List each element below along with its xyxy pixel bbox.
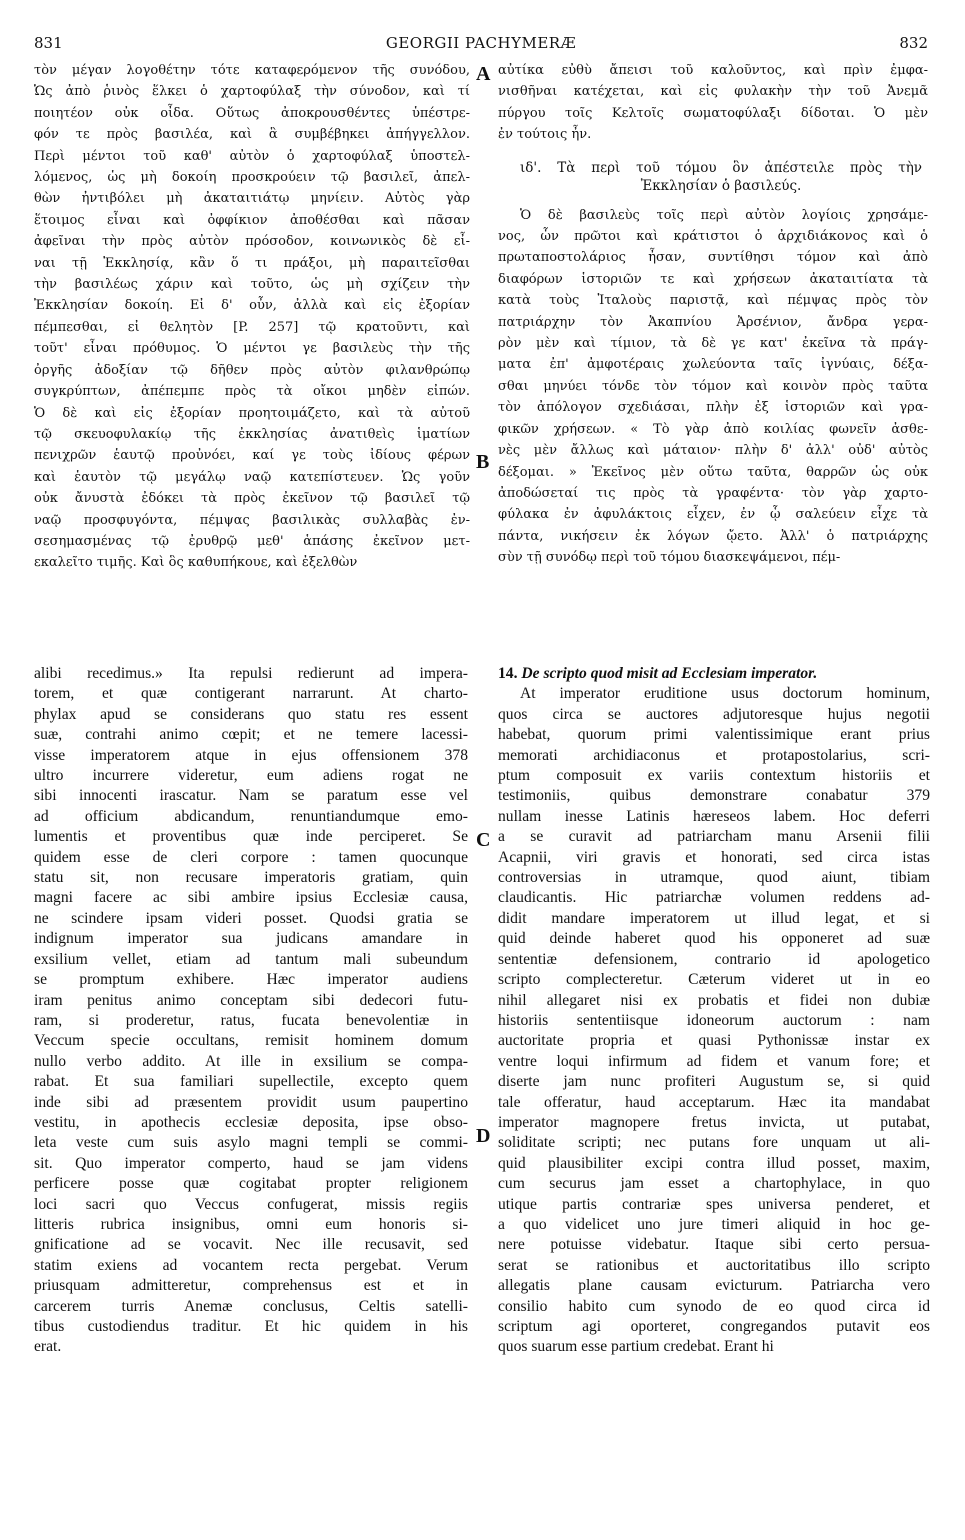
text-line: loci sacri quo Veccus confugerat, missis regiis — [34, 1195, 468, 1213]
text-line: τὸν μέγαν λογοθέτην τότε καταφερόμενον τῆς συνόδου, — [34, 63, 470, 78]
text-line: suæ, contrahi animo cœpit; et ne temere lacessi- — [34, 726, 468, 744]
margin-letter-d: D — [476, 1125, 491, 1147]
text-line: gnificatione ad se vocavit. Nec ille recusavit, sed — [34, 1236, 468, 1254]
text-line: νὲς μὲν ἄλλως καὶ μάταιον· πλὴν δ' ἀλλ' οὐδ' αὐτὸς — [498, 443, 928, 459]
text-line: cum securus jam esset a chartophylace, in quo — [498, 1175, 930, 1193]
text-line: tibus custodiendus traditur. Et hic quidem in his — [34, 1318, 468, 1335]
text-line: δέξομαι. » Ἐκεῖνος μὲν οὕτω ταῦτα, θαρρῶν ὡς οὐκ — [498, 464, 928, 480]
page-number-right: 832 — [899, 34, 928, 52]
text-line: didit mandare imperatorem ut illud legat, et si — [498, 909, 930, 927]
text-line: ram, si proderetur, ratus, fucata benevolentiæ in — [34, 1011, 468, 1029]
text-line: controversias in utramque, quod aiunt, tibiam — [498, 869, 930, 887]
text-line: ναῷ προσφυγόντα, πέμψας βασιλικὰς συλλαβὰς ἐν- — [34, 512, 470, 528]
text-line: σεσημασμένας τῷ ἐρυθρῷ μεθ' ἁπάσης ἐκεῖνον μετ- — [34, 533, 470, 549]
text-line: καὶ ἑαυτὸν τῷ μεγάλῳ ναῷ κατεπίστευεν. Ὡς γοῦν — [34, 469, 470, 485]
text-line: indignum imperator sua judicans amandare in — [34, 930, 468, 948]
text-line: εκαλεῖτο τιμῆς. Καὶ ὃς καθυπήκουε, καὶ ἐξελθὼν — [34, 555, 358, 571]
text-line: αὐτίκα εὐθὺ ἄπεισι τοῦ καλοῦντος, καὶ πρὶν ἐμφα- — [498, 63, 928, 78]
text-line: allegatis plane causam evicturum. Patriarcha vero — [498, 1277, 930, 1295]
text-line: sententiæ defensionem, contrario id apologetico — [498, 950, 930, 968]
heading-line: ιδ'. Τὰ περὶ τοῦ τόμου ὃν ἀπέστειλε πρὸς τὴν — [520, 159, 922, 176]
text-line: perficere posse quæ cogitabat propter religionem — [34, 1175, 468, 1193]
text-line: quos circa se auctores adjutoresque hujus negotii — [498, 705, 930, 723]
margin-letter-a: A — [476, 63, 491, 85]
text-line: Acapnii, viri gravis et honorati, sed circa istas — [498, 848, 930, 866]
text-line: διαφόρων ἱστοριῶν τε καὶ χρήσεων ἀκαταιτίατα τὰ — [498, 271, 928, 287]
text-line: erat. — [34, 1338, 62, 1356]
text-line: scripto complecteretur. Cæterum videret ut in eo — [498, 971, 930, 989]
greek-text-right-column — [498, 60, 928, 569]
text-line: ptum composuit ex variis contextum historiis et — [498, 767, 930, 785]
text-line: sit. Quo imperator comperto, haud se jam videns — [34, 1154, 468, 1172]
text-line: statu sit, non recusare imperatoris gratiam, quin — [34, 869, 468, 887]
text-line: φύλακα ἐν ἀφυλάκτοις εἶχεν, ἐν ᾧ σαλεύειν εἶχε τὰ — [498, 507, 928, 523]
heading-line: Ἐκκλησίαν ὁ βασιλεύς. — [640, 177, 802, 194]
text-line: Ἐκκλησίαν δοκοίη. Εἰ δ' οὖν, ἀλλὰ καὶ εἰς ἐξορίαν — [34, 298, 470, 314]
text-line: serat se rationibus et auctoritatibus illo scripto — [498, 1256, 930, 1274]
text-line: habebat, quorum primi valentissimique erant prius — [498, 726, 930, 744]
text-line: πάντα, νικήσειν ἐκ λόγων ᾤετο. Ἀλλ' ὁ πατριάρχης — [498, 528, 928, 544]
text-line: scriptum agi oporteret, congregandos putavit eos — [498, 1318, 930, 1335]
text-line: phylax apud se considerans quo statu res essent — [34, 705, 468, 723]
latin-section-title: De scripto quod misit ad Ecclesiam imperator. — [521, 665, 818, 682]
running-title: GEORGII PACHYMERÆ — [385, 34, 577, 52]
text-line: testimoniis, quibus demonstrare conabatur 379 — [498, 787, 930, 805]
text-line: sibi innocenti irascatur. Nam se paratum esse vel — [34, 787, 468, 805]
text-line: Ὁ δὲ βασιλεὺς τοῖς περὶ αὐτὸν λογίοις χρησάμε- — [520, 207, 928, 223]
text-line: magni facere ac sibi ambire ipsius Ecclesiæ causa, — [34, 889, 468, 907]
text-line: diserte jam nunc profiteri Augustum se, si quid — [498, 1073, 930, 1091]
text-line: lumentis et proventibus quæ inde perciperet. Se — [34, 828, 468, 846]
margin-letter-c: C — [476, 829, 491, 851]
text-line: ματα ἐπ' ἀμφοτέραις χωλεύοντα ταῖς ἰγνύαις, δέξα- — [498, 357, 928, 373]
text-line: exsilium vellet, etiam ad tantum mali subeundum — [34, 950, 468, 968]
text-line: οὐκ ἄνυστὰ ἐδόκει τὰ πρὸς ἐκεῖνον τῷ βασιλεῖ τῷ — [34, 491, 470, 507]
text-line: tale offeratur, haud acceptarum. Hæc ita mandabat — [498, 1093, 930, 1111]
text-line: alibi recedimus.» Ita repulsi redierunt ad impera- — [34, 665, 468, 682]
text-line: Περὶ μέντοι τοῦ καθ' αὐτὸν ὁ χαρτοφύλαξ ὑποστελ- — [34, 148, 470, 164]
text-line: ναι τῇ Ἐκκλησίᾳ, κἂν ὅ τι πράξοι, μὴ παραιτεῖσθαι — [34, 255, 470, 271]
text-line: quidem esse de cleri corpore : tamen quocunque — [34, 848, 468, 866]
text-line: litteris rubrica insignibus, omni eum honoris si- — [34, 1215, 468, 1233]
text-line: nere potuisse videbatur. Itaque sibi certo persua- — [498, 1236, 930, 1254]
text-line: a quo videlicet uno jure timeri aliquid in hoc ge- — [498, 1215, 930, 1233]
text-line: τοῦτ' εἶναι πρόθυμος. Ὁ μέντοι γε βασιλεὺς τὴν τῆς — [34, 341, 470, 357]
text-line: πενιχρῶν ἑαυτῷ προὐνόει, καί γε τοὺς ἰδίους φέρων — [34, 448, 470, 464]
text-line: φόν τε πρὸς βασιλέα, καὶ ἃ συμβέβηκει ἀπήγγελλον. — [34, 127, 470, 143]
text-line: a se curavit ad patriarcham manu Arsenii filii — [498, 828, 930, 846]
text-line: θὼν ἠντιβόλει μὴ ἀκαταιτιάτῳ μηνίειν. Αὐτὸς γὰρ — [34, 191, 470, 207]
text-line: ἀποδώσεταί τις πρὸς τὰ γραφέντα· τὸν γὰρ χαρτο- — [498, 485, 928, 501]
text-line: πρωταποστολάριος ἦσαν, συντίθησι τόμον καὶ ἀπὸ — [498, 250, 928, 266]
text-line: consilio habito cum synodo de eo quod circa id — [498, 1297, 930, 1315]
text-line: τὸν ἀπόλογον σχεδιάσαι, πλὴν ἐξ ἱστοριῶν καὶ γρα- — [498, 400, 928, 416]
text-line: imperator magnopere fretus invicta, ut putabat, — [498, 1113, 930, 1131]
text-line: ne scindere ipsam videri posset. Quodsi gratia se — [34, 909, 468, 927]
text-line: torem, et quæ contigerant narrarunt. At charto- — [34, 685, 468, 703]
text-line: ἐν τούτοις ἦν. — [498, 127, 592, 143]
text-line: κατὰ τοὺς Ἰταλοὺς παριστᾷ, καὶ πέμψας πρὸς τὸν — [498, 293, 928, 309]
text-line: quid plausibiliter excipi contra illud posset, maxim, — [498, 1154, 930, 1172]
text-line: auctoritate propria et quasi Pythonissæ instar ex — [498, 1032, 930, 1050]
text-line: ad officium abdicandum, renuntiandumque emo- — [34, 807, 468, 825]
text-line: nihil allegaret nisi ex probatis et fidei non dubiæ — [498, 991, 930, 1009]
text-line: νος, ὧν πρῶτοι καὶ κράτιστοι ὁ ἀρχιδιάκονος καὶ ὁ — [498, 229, 928, 245]
text-line: utique partis contrariæ spes universa penderet, et — [498, 1195, 930, 1213]
text-line: τῷ σκευοφυλακίῳ τῆς ἐκκλησίας ἀνατιθεὶς ἱματίων — [34, 426, 470, 442]
page-number-left: 831 — [34, 34, 63, 52]
text-line: ποιητέον οὐκ οἶδα. Οὕτως ἀποκρουσθέντες ὑπέστρε- — [34, 105, 470, 121]
text-line: historiis sententiisque idoneorum auctorum : nam — [498, 1011, 930, 1029]
text-line: πύργου τοῖς Κελτοῖς σωματοφύλαξι δίδοται. Ὁ μὲν — [498, 105, 928, 121]
text-line: Veccum specie occultans, remisit hominem domum — [34, 1032, 468, 1050]
text-line: Ὡς ἀπὸ ῥινὸς ἕλκει ὁ χαρτοφύλαξ τὴν σύνοδον, καὶ τί — [34, 84, 470, 100]
text-line: τὴν βασιλέως χάριν καὶ τοῦτο, ὡς μὴ σχίζειν τὴν — [34, 277, 470, 293]
text-line: visse imperatorem atque in ejus offensionem 378 — [34, 746, 468, 764]
text-line: συγκρύπτων, ἀπέπεμπε πρὸς τὰ οἴκοι μηδὲν εἰπών. — [34, 384, 470, 400]
text-line: leta veste cum suis asylo magni templi se commi- — [34, 1134, 468, 1152]
text-line: quid deinde haberet quod his opponeret ad suæ — [498, 930, 930, 948]
text-line: vestitu, in apothecis ecclesiæ deposita, ipse obso- — [34, 1113, 468, 1131]
text-line: carcerem turris Anemæ conclusus, Celtis satelli- — [34, 1297, 468, 1315]
text-line: iram penitus animo conceptam sibi dedecori futu- — [34, 991, 468, 1009]
text-line: ρὸν μὲν καὶ τίμιον, τὰ δὲ γε κατ' ἐκεῖνα τὰ πράγ- — [498, 336, 928, 352]
latin-text-right-column — [498, 664, 930, 1358]
running-header — [34, 34, 928, 56]
greek-right-top-paragraph — [498, 60, 928, 146]
text-line: memorati archidiaconus et protapostolarius, scri- — [498, 746, 930, 764]
text-line: πατριάρχην τὸν Ἀκαπνίου Ἀρσένιον, ἄνδρα γερα- — [498, 314, 928, 330]
text-line: νισθῆναι κατέχεται, καὶ εἰς φυλακὴν τὴν τοῦ Ἀνεμᾶ — [498, 84, 928, 100]
latin-section-number: 14. — [498, 665, 518, 682]
text-line: claudicantis. Hic patriarchæ volumen reddens ad- — [498, 889, 930, 907]
margin-letter-b: B — [476, 451, 490, 473]
text-line: ultro incurrere videretur, eum adiens rogat ne — [34, 767, 468, 785]
text-line: ἀφεῖναι τὴν πρὸς αὐτὸν πρόσοδον, κοινωνικὸς δὲ εἶ- — [34, 234, 470, 250]
greek-right-body — [498, 205, 928, 569]
text-line: φικῶν χρήσεων. « Τὸ γὰρ ἀπὸ κοιλίας φωνεῖν ἀσθε- — [498, 421, 928, 437]
latin-text-left-column — [34, 664, 468, 1358]
latin-section-heading — [498, 664, 930, 684]
text-line: ventre loqui infirmum ad fidem et vanum fore; et — [498, 1052, 930, 1070]
text-line: σθαι μηνύει τόνδε τὸν τόμον καὶ κοινὸν πρὸς ταῦτα — [498, 378, 928, 394]
text-line: λόμενος, ὡς μὴ δοκοίη προσκρούειν τῷ βασιλεῖ, ἀπελ- — [34, 170, 470, 186]
text-line: se promptum exhibere. Hæc imperator audiens — [34, 971, 468, 989]
text-line: At imperator eruditione usus doctorum hominum, — [520, 685, 930, 703]
text-line: σὺν τῇ συνόδῳ περὶ τοῦ τόμου διασκεψάμενοι, πέμ- — [498, 550, 841, 566]
latin-right-body — [498, 684, 930, 1357]
text-line: soliditate scripti; nec putans fore unquam ut ali- — [498, 1134, 930, 1152]
text-line: πέμπεσθαι, εἰ θελητὸν [P. 257] τῷ κρατοῦντι, καὶ — [34, 319, 470, 335]
text-line: Ὁ δὲ καὶ εἰς ἐξορίαν προητοιμάζετο, καὶ τὰ αὐτοῦ — [34, 405, 470, 421]
text-line: priusquam admitteretur, comprehensus est et in — [34, 1277, 468, 1295]
text-line: inde sibi ad præsentem providit usum paupertino — [34, 1093, 468, 1111]
text-line: quos suarum esse partium credebat. Erant hi — [498, 1338, 774, 1356]
text-line: ὀργῆς ἀδοξίαν τῷ δῆθεν πρὸς αὐτὸν φιλανθρώπῳ — [34, 362, 470, 378]
text-line: ἕτοιμος εἶναι καὶ ὀφφίκιον ἀποθέσθαι καὶ πᾶσαν — [34, 212, 470, 228]
greek-section-heading — [498, 159, 928, 195]
text-line: nullam inesse Latinis hæreseos labem. Hoc deferri — [498, 807, 930, 825]
greek-text-left-column — [34, 60, 470, 574]
text-line: rabat. Et sua familiari supellectile, excepto quem — [34, 1073, 468, 1091]
text-line: statim exiens ad vocantem recta pergebat. Verum — [34, 1256, 468, 1274]
text-line: nullo verbo addito. At ille in exsilium se compa- — [34, 1052, 468, 1070]
